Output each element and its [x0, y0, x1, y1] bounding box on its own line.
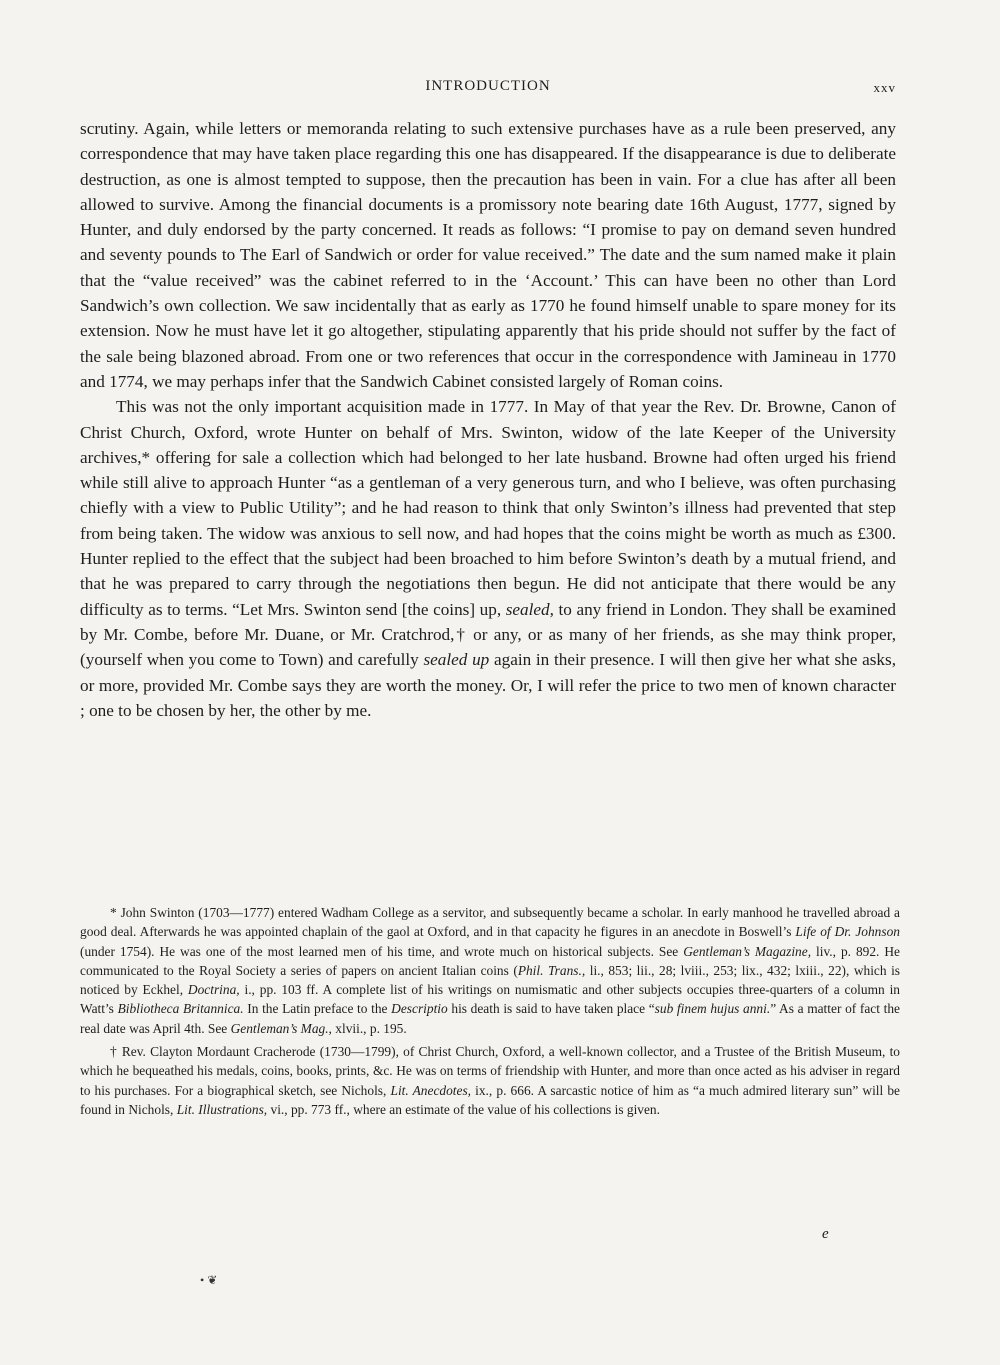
footnote-1-text-i: xlvii., p. 195. — [335, 1020, 407, 1036]
paragraph-2 — [80, 394, 896, 723]
paragraph-1 — [80, 116, 896, 394]
footnote-1-italic-g: sub finem hujus anni. — [654, 1001, 771, 1017]
main-text — [80, 116, 896, 723]
footnote-1-text-h: ” As a matter of fact the real date was April 4th. See — [80, 1001, 900, 1036]
italic-sealed: sealed, — [505, 599, 554, 619]
signature-mark: e — [822, 1226, 829, 1242]
footnote-1-italic-e: Bibliotheca Britannica. — [117, 1001, 244, 1017]
italic-sealed-up: sealed up — [423, 650, 490, 670]
footnote-1-text-g: his death is said to have taken place “ — [451, 1001, 655, 1017]
footnote-1-italic-d: Doctrina, — [187, 982, 240, 998]
paragraph-1-text: scrutiny. Again, while letters or memoranda relating to such extensive purchases have as a rule been preserved, any correspondence that may have taken place regarding this one has disappeared. If the disappearance is due to deliberate destruction, as one is almost tempted to suppose, then the precaution has been in vain. For a clue has after all been allowed to survive. Among the financial documents is a promissory note bearing date 16th August, 1777, signed by Hunter, and duly endorsed by the party concerned. It reads as follows: “I promise to pay on demand seven hundred and seventy pounds to The Earl of Sandwich or order for value received.” The date and the sum named make it plain that the “value received” was the cabinet referred to in the ‘Account.’ This can have been no other than Lord Sandwich’s own collection. We saw incidentally that as early as 1770 he found himself unable to spare money for its extension. Now he must have let it go altogether, stipulating apparently that his pride should not suffer by the fact of the sale being blazoned abroad. From one or two references that occur in the correspondence with Jamineau in 1770 and 1774, we may perhaps infer that the Sandwich Cabinet consisted largely of Roman coins. — [80, 119, 896, 391]
footnote-cracherode — [80, 1042, 900, 1119]
running-head — [80, 76, 896, 100]
footnote-1-text-a: * John Swinton (1703—1777) entered Wadham College as a servitor, and subsequently became a scholar. In early manhood he travelled abroad a good deal. Afterwards he was appointed chaplain of the gaol at Oxford, and in that capacity he figures in an anecdote in Boswell’s — [80, 905, 900, 940]
stray-printer-mark: • ❦ — [200, 1273, 218, 1287]
footnote-1-text-f: In the Latin preface to the — [247, 1001, 388, 1017]
footnotes — [80, 903, 900, 1123]
paragraph-2-text-a: This was not the only important acquisition made in 1777. In May of that year the Rev. Dr. Browne, Canon of Christ Church, Oxford, wrote Hunter on behalf of Mrs. Swinton, widow of the late Keeper of the University archives,* offering for sale a collection which had belonged to her late husband. Browne had often urged his friend while still alive to approach Hunter “as a gentleman of a very generous turn, and who I believe, was often purchasing chiefly with a view to Public Utility”; and he had reason to think that only Swinton’s illness had prevented that step from being taken. The widow was anxious to sell now, and had hopes that the coins might be worth as much as £300. Hunter replied to the effect that the subject had been broached to him before Swinton’s death by a mutual friend, and that he was prepared to carry through the negotiations then begun. He did not anticipate that there would be any difficulty as to terms. “Let Mrs. Swinton send [the coins] up, — [80, 397, 896, 619]
footnote-2-text-c: vi., pp. 773 ff., where an estimate of the value of his collections is given. — [270, 1101, 660, 1117]
paragraph-2-text-c: again in their presence. I will then give her what she asks, or more, provided Mr. Combe says they are worth the money. Or, I will refer the price to two men of known character ; one to be chosen by her, the other by me. — [80, 650, 897, 720]
footnote-2-text-a: † Rev. Clayton Mordaunt Cracherode (1730—1799), of Christ Church, Oxford, a well-known collector, and a Trustee of the British Museum, to which he bequeathed his medals, coins, books, prints, &c. He was on terms of friendship with Hunter, and more than once acted as his adviser in regard to his purchases. For a biographical sketch, see Nichols, — [80, 1044, 900, 1098]
footnote-1-text-e: i., pp. 103 ff. A complete list of his writings on numismatic and other subjects occupies three-quarters of a column in Watt’s — [80, 982, 900, 1017]
footnote-2-italic-b: Lit. Illustrations, — [176, 1101, 268, 1117]
page-title: INTRODUCTION — [425, 78, 551, 94]
page-number: xxv — [873, 80, 896, 95]
footnote-1-italic-b: Gentleman’s Magazine, — [683, 943, 812, 959]
footnote-1-italic-a: Life of Dr. Johnson — [795, 924, 900, 940]
footnote-1-italic-c: Phil. Trans., — [517, 962, 586, 978]
footnote-1-text-d: li., 853; lii., 28; lviii., 253; lix., 432; lxiii., 22), which is noticed by Eckhel, — [80, 962, 900, 998]
footnote-2-italic-a: Lit. Anecdotes, — [390, 1082, 471, 1098]
footnote-2-text-b: ix., p. 666. A sarcastic notice of him as “a much admired literary sun” will be found in Nichols, — [80, 1082, 900, 1117]
footnote-1-italic-h: Gentleman’s Mag., — [230, 1020, 332, 1036]
footnote-1-italic-f: Descriptio — [391, 1001, 448, 1017]
footnote-swinton — [80, 903, 900, 1038]
footnote-1-text-b: (under 1754). He was one of the most learned men of his time, and wrote much on historical subjects. See — [80, 943, 679, 959]
footnote-1-text-c: liv., p. 892. He communicated to the Royal Society a series of papers on ancient Italian coins ( — [80, 943, 900, 978]
paragraph-2-text-b: to any friend in London. They shall be examined by Mr. Combe, before Mr. Duane, or Mr. Cratchrod,† or any, or as many of her friends, as she may think proper, (yourself when you come to Town) and carefully — [80, 599, 896, 670]
